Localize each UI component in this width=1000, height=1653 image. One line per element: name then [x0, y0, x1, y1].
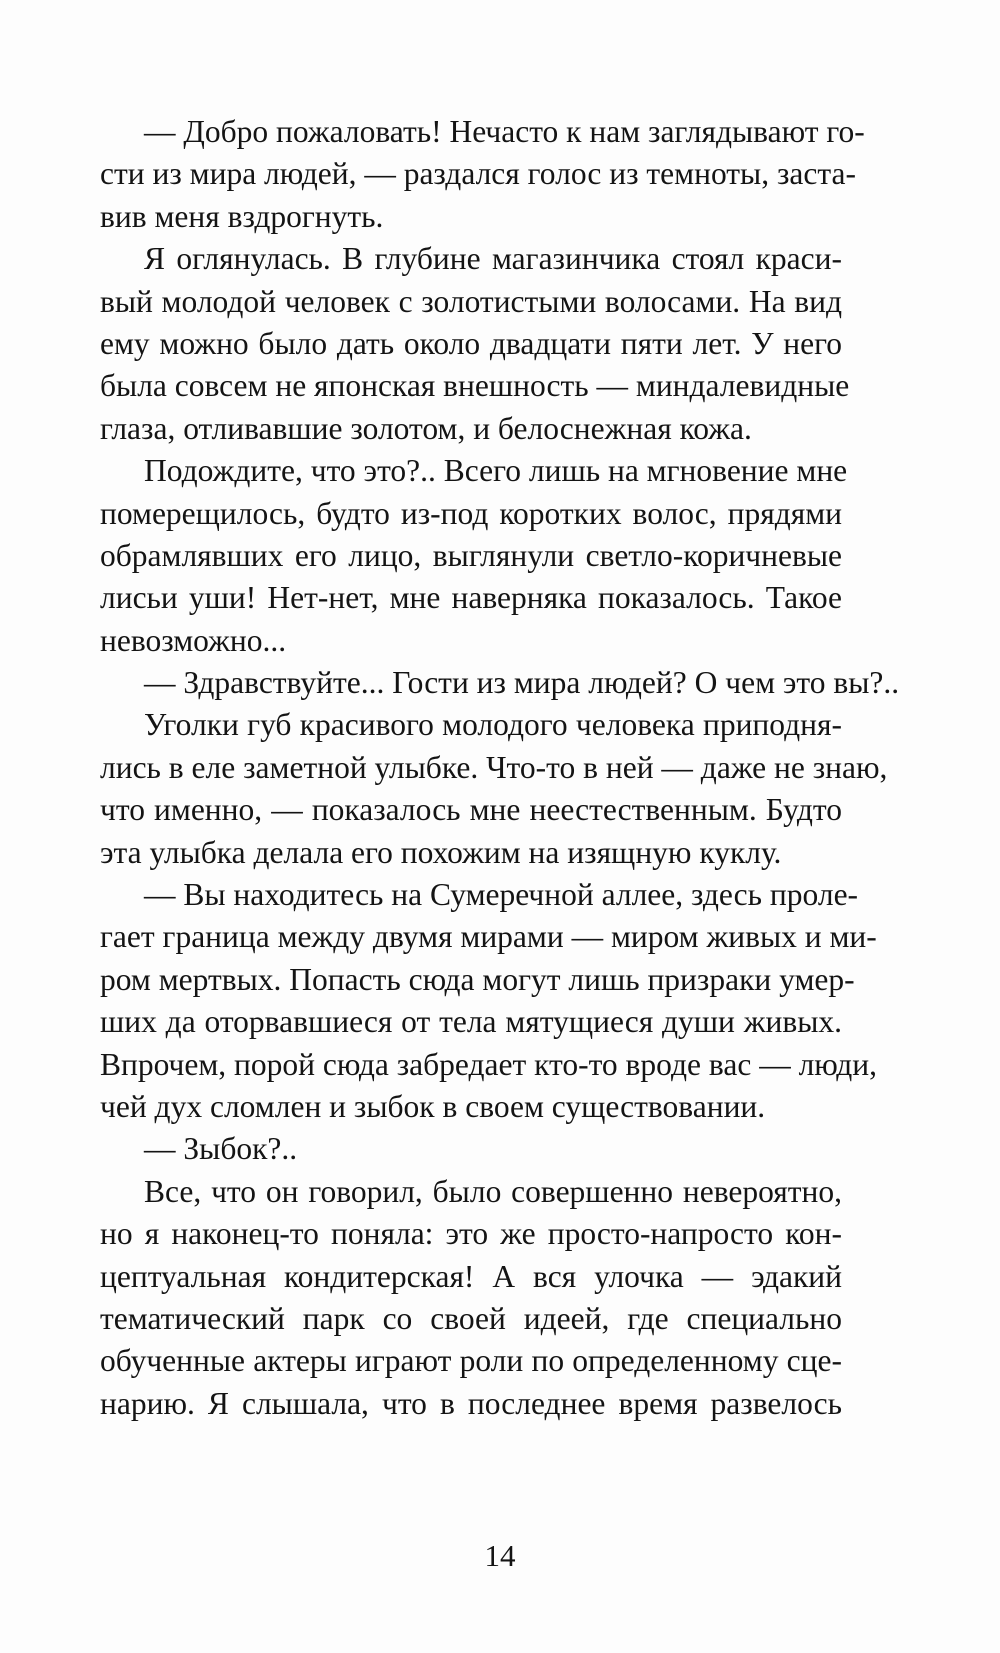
text-line: гает граница между двумя мирами — миром живых и ми- [100, 919, 877, 955]
text-line: вый молодой человек с золотистыми волосами. На вид [100, 283, 842, 319]
text-line: Все, что он говорил, было совершенно невероятно, [144, 1173, 842, 1209]
text-line: лисьи уши! Нет-нет, мне наверняка показалось. Такое [100, 580, 842, 616]
page-number: 14 [484, 1538, 516, 1573]
text-line: Подождите, что это?.. Всего лишь на мгновение мне [144, 453, 848, 489]
text-line: — Вы находитесь на Сумеречной аллее, здесь проле- [144, 877, 859, 913]
text-line: ром мертвых. Попасть сюда могут лишь призраки умер- [100, 961, 855, 997]
text-line: вив меня вздрогнуть. [100, 198, 384, 234]
text-line: — Добро пожаловать! Нечасто к нам заглядывают го- [144, 114, 865, 149]
text-line: Уголки губ красивого молодого человека приподня- [144, 707, 842, 743]
text-line: глаза, отливавшие золотом, и белоснежная кожа. [100, 410, 752, 446]
text-line: ему можно было дать около двадцати пяти лет. У него [100, 325, 842, 361]
text-line: Я оглянулась. В глубине магазинчика стоял краси- [144, 241, 842, 277]
text-line: — Зыбок?.. [144, 1131, 298, 1167]
text-line: но я наконец-то поняла: это же просто-напросто кон- [100, 1216, 842, 1252]
text-line: тематический парк со своей идеей, где специально [100, 1300, 842, 1336]
text-line: невозможно... [100, 622, 287, 658]
text-line: цептуальная кондитерская! А вся улочка — эдакий [100, 1258, 842, 1294]
text-line: — Здравствуйте... Гости из мира людей? О чем это вы?.. [144, 665, 900, 701]
text-line: ших да оторвавшиеся от тела мятущиеся души живых. [100, 1004, 842, 1040]
text-line: Впрочем, порой сюда забредает кто-то вроде вас — люди, [100, 1046, 877, 1082]
text-line: обрамлявших его лицо, выглянули светло-коричневые [100, 537, 842, 573]
text-line: лись в еле заметной улыбке. Что-то в ней — даже не знаю, [100, 749, 888, 785]
text-line: чей дух сломлен и зыбок в своем существовании. [100, 1088, 766, 1124]
text-line: что именно, — показалось мне неестественным. Будто [100, 792, 842, 828]
text-line: была совсем не японская внешность — миндалевидные [100, 368, 850, 404]
text-line: нарию. Я слышала, что в последнее время развелось [100, 1385, 842, 1421]
page-body-text [100, 111, 900, 1425]
text-line: обученные актеры играют роли по определенному сце- [100, 1343, 842, 1379]
text-line: померещилось, будто из-под коротких волос, прядями [100, 495, 842, 531]
text-line: сти из мира людей, — раздался голос из темноты, заста- [100, 156, 856, 192]
text-line: эта улыбка делала его похожим на изящную куклу. [100, 834, 782, 870]
